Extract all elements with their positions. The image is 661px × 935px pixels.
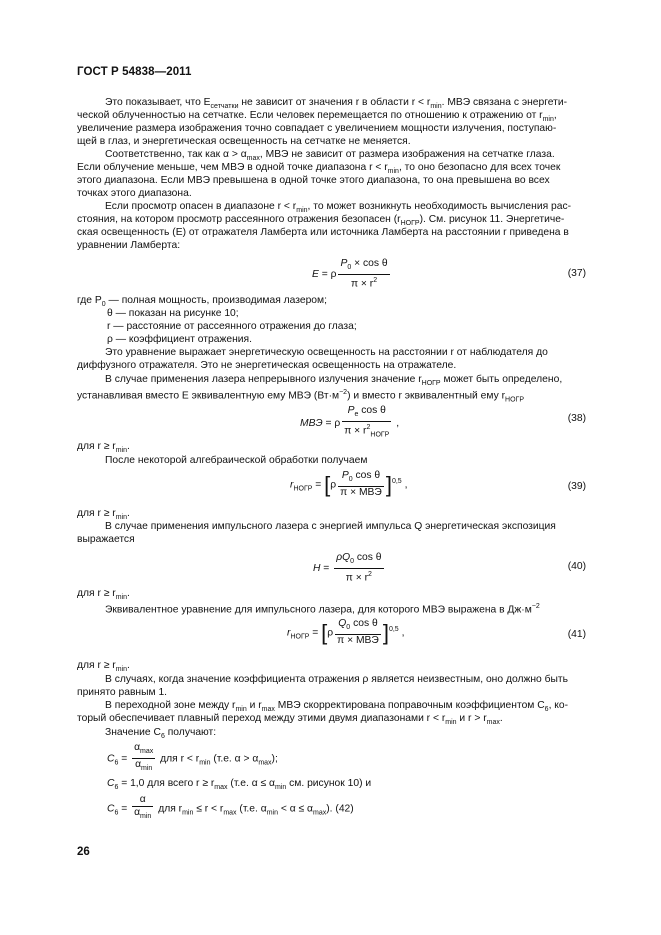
paragraph-line: Эквивалентное уравнение для импульсного лазера, для которого МВЭ выражена в $Дж\cdot м^{-2}$ [105,603,540,616]
paragraph-line: Это показывает, что $E_{сетчатки}$ не зависит от значения r в области $r < r_{min}$. МВЭ связана с энергети- [105,97,568,111]
paragraph-line: Значение $C_6$ получают: [105,727,217,741]
paragraph-line: принято равным 1. [77,687,168,698]
paragraph-line: диффузного отражателя. Это не энергетическая освещенность на отражателе. [77,360,457,371]
equation-38: МВЭ = ρ $\frac{P_e \cos \theta}{\pi \times r^2_{НОГР}}$ , [300,405,400,439]
paragraph-line: ская освещенность (E) от отражателя Ламберта или источника Ламберта на расстоянии r приведена в [77,227,569,238]
equation-number: (39) [567,481,586,492]
paragraph-line: стояния, на котором просмотр рассеянного отражения безопасен $(r_{НОГР})$. См. рисунок 11. Энергетиче- [77,214,565,228]
c6-formula-a: $C_6$ = $\frac{\alpha_{max}}{\alpha_{min}}$ для $r < r_{min}$ (т.е. $\alpha > \alpha_{max}$); [107,742,278,773]
equation-37: E = ρ $\frac{P_0 \times \cos \theta}{\pi \times r^2}$ [312,258,388,290]
paragraph-line: точках этого диапазона. [77,188,192,199]
paragraph-line: После некоторой алгебраической обработки получаем [105,455,368,466]
paragraph-line: Если просмотр опасен в диапазоне $r < r_{min}$, то может возникнуть необходимость вычисления рас- [105,201,572,215]
paragraph-line: В случае применения импульсного лазера с энергией импульса Q энергетическая экспозиция [105,521,556,532]
definition-line: ρ — коэффициент отражения. [107,334,252,345]
page-number: 26 [77,846,90,858]
paragraph-line: В случаях, когда значение коэффициента отражения ρ является неизвестным, оно должно быть [105,674,568,685]
c6-formula-b: $C_6 = 1,0$ для всего $r \ge r_{max}$ (т.е. $\alpha \le \alpha_{min}$ см. рисунок 10) и [107,778,372,792]
paragraph-line: торый обеспечивает плавный переход между этими двумя диапазонами $r < r_{min}$ и $r > r_{max}$. [77,713,503,727]
equation-number: (37) [567,268,586,279]
c6-formula-c: $C_6$ = $\frac{\alpha}{\alpha_{min}}$ для $r_{min} \le r < r_{max}$ (т.е. $\alpha_{min} < \alpha \le \alpha_{max}$). (42) [107,794,354,821]
condition-line: для $r \ge r_{min}$. [77,588,130,602]
paragraph-line: В случае применения лазера непрерывного излучения значение $r_{НОГР}$ может быть определено, [105,374,563,388]
equation-41: $r_{НОГР} = [\rho$ $\frac{Q_0 \cos \theta}{\text{π × МВЭ}}$ ]$^{0,5}$ , [287,618,405,647]
paragraph-line: щей в глаз, и энергетическая освещенность на сетчатке не меняется. [77,136,411,147]
paragraph-line: уравнении Ламберта: [77,240,181,251]
paragraph-line: этого диапазона. Если МВЭ превышена в одной точке этого диапазона, то она превышена во всех [77,175,550,186]
definition-line: θ — показан на рисунке 10; [107,308,239,319]
paragraph-line: увеличение размера изображения точно совпадает с увеличением мощности излучения, поступаю- [77,123,557,134]
paragraph-line: Это уравнение выражает энергетическую освещенность на расстоянии r от наблюдателя до [105,347,548,358]
equation-number: (40) [567,561,586,572]
definition-line: где $P_0$ — полная мощность, производимая лазером; [77,295,327,309]
condition-line: для $r \ge r_{min}$. [77,508,130,522]
condition-line: для $r \ge r_{min}$. [77,441,130,455]
equation-40: H = $\frac{\rho Q_0 \cos \theta}{\pi \times r^2}$ [313,552,382,584]
equation-number: (41) [567,629,586,640]
paragraph-line: ческой облученностью на сетчатке. Если человек перемещается по отношению к отражению от $r_{min}$, [77,110,557,124]
condition-line: для $r \ge r_{min}$. [77,660,130,674]
paragraph-line: Если облучение меньше, чем МВЭ в одной точке диапазона $r < r_{min}$, то оно безопасно для всех точек [77,162,561,176]
equation-number: (38) [567,413,586,424]
paragraph-line: выражается [77,534,135,545]
definition-line: r — расстояние от рассеянного отражения до глаза; [107,321,357,332]
paragraph-line: устанавливая вместо E эквивалентную ему МВЭ $(Вт\cdot м^{-2})$ и вместо r эквивалентный ему $r_{НОГР}$ [77,389,524,404]
paragraph-line: Соответственно, так как $\alpha > \alpha_{max}$, МВЭ не зависит от размера изображения на сетчатке глаза. [105,149,555,163]
document-header: ГОСТ Р 54838—2011 [77,66,192,78]
equation-39: $r_{НОГР} = [\rho$ $\frac{P_0 \cos \theta}{\text{π × МВЭ}}$ ]$^{0,5}$ , [290,470,408,499]
paragraph-line: В переходной зоне между $r_{min}$ и $r_{max}$ МВЭ скорректирована поправочным коэффициентом $C_6$, ко- [105,700,569,714]
